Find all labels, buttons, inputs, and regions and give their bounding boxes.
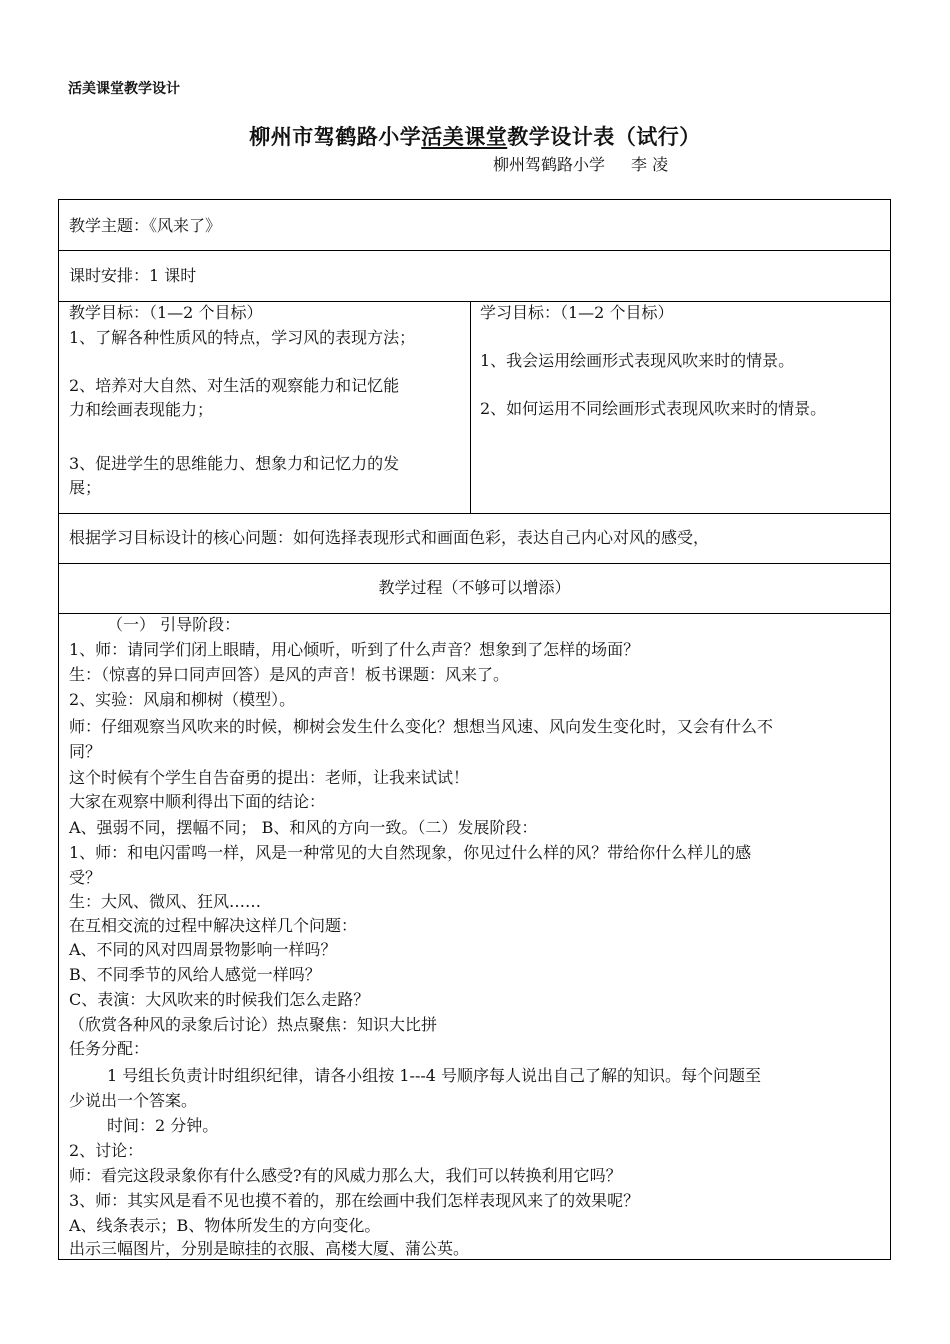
process-line: 大家在观察中顺利得出下面的结论：	[69, 792, 326, 811]
teaching-goal-item: 力和绘画表现能力；	[69, 400, 214, 419]
process-line: 这个时候有个学生自告奋勇的提出：老师，让我来试试！	[69, 768, 470, 787]
author-line	[493, 152, 668, 175]
process-line: 2、讨论：	[69, 1141, 144, 1160]
process-heading: 教学过程（不够可以增添）	[378, 578, 571, 597]
process-line: 1 号组长负责计时组织纪律，请各小组按 1---4 号顺序每人说出自己了解的知识。每个问题至	[107, 1066, 762, 1085]
learning-goal-item: 2、如何运用不同绘画形式表现风吹来时的情景。	[480, 399, 827, 418]
process-line: 受？	[69, 868, 102, 887]
process-line: 师：看完这段录象你有什么感受?有的风威力那么大，我们可以转换利用它吗？	[69, 1166, 622, 1185]
teaching-goal-item: 1、了解各种性质风的特点，学习风的表现方法；	[69, 328, 416, 347]
author-name: 李 凌	[631, 155, 669, 174]
schedule-cell: 课时安排：1 课时	[69, 266, 197, 285]
theme-cell: 教学主题：《风来了》	[69, 216, 222, 235]
process-line: 在互相交流的过程中解决这样几个问题：	[69, 916, 358, 935]
teaching-goal-item: 2、培养对大自然、对生活的观察能力和记忆能	[69, 376, 400, 395]
process-line: A、不同的风对四周景物影响一样吗？	[69, 940, 337, 959]
process-line: C、表演：大风吹来的时候我们怎么走路？	[69, 990, 370, 1009]
process-line: 3、师：其实风是看不见也摸不着的，那在绘画中我们怎样表现风来了的效果呢？	[69, 1191, 640, 1210]
core-question-cell: 根据学习目标设计的核心问题：如何选择表现形式和画面色彩，表达自己内心对风的感受，	[69, 528, 710, 547]
page-header: 活美课堂教学设计	[68, 81, 180, 97]
learning-goal-item: 1、我会运用绘画形式表现风吹来时的情景。	[480, 351, 795, 370]
process-line: 出示三幅图片，分别是晾挂的衣服、高楼大厦、蒲公英。	[69, 1239, 470, 1258]
process-line: 1、师：请同学们闭上眼睛，用心倾听，听到了什么声音？想象到了怎样的场面？	[69, 640, 640, 659]
row-divider	[59, 563, 890, 564]
process-line: 1、师：和电闪雷鸣一样，风是一种常见的大自然现象，你见过什么样的风？带给你什么样儿的感	[69, 843, 752, 862]
process-line: 生：大风、微风、狂风……	[69, 892, 262, 911]
title-part-underlined: 活美课堂	[421, 125, 508, 149]
row-divider	[59, 513, 890, 514]
teaching-goal-item: 展；	[69, 478, 102, 497]
process-line: 时间：2 分钟。	[107, 1116, 219, 1135]
teaching-goal-item: 3、促进学生的思维能力、想象力和记忆力的发	[69, 454, 400, 473]
teaching-goals-heading: 教学目标：（1—2 个目标）	[69, 303, 263, 322]
process-line: B、不同季节的风给人感觉一样吗？	[69, 965, 321, 984]
row-divider	[59, 250, 890, 251]
process-line: 同？	[69, 742, 102, 761]
process-line: 任务分配：	[69, 1039, 150, 1058]
column-divider	[470, 301, 471, 513]
process-line: A、线条表示；B、物体所发生的方向变化。	[69, 1216, 381, 1235]
title-part-form: 教学设计表（试行）	[507, 125, 701, 149]
learning-goals-heading: 学习目标：（1—2 个目标）	[480, 303, 674, 322]
process-line: （欣赏各种风的录象后讨论）热点聚焦：知识大比拼	[69, 1015, 438, 1034]
title-part-school: 柳州市驾鹤路小学	[249, 125, 422, 149]
lesson-plan-table	[58, 199, 891, 1260]
document-title	[0, 121, 950, 151]
process-line: （一） 引导阶段：	[107, 615, 241, 634]
process-line: 生：（惊喜的异口同声回答）是风的声音！板书课题：风来了。	[69, 665, 510, 684]
process-line: 2、实验：风扇和柳树（模型）。	[69, 690, 296, 709]
process-line: 师：仔细观察当风吹来的时候，柳树会发生什么变化？想想当风速、风向发生变化时，又会有什么不	[69, 717, 774, 736]
process-line: A、强弱不同，摆幅不同； B、和风的方向一致。（二）发展阶段：	[69, 818, 538, 837]
process-line: 少说出一个答案。	[69, 1091, 198, 1110]
author-school: 柳州驾鹤路小学	[493, 155, 606, 174]
